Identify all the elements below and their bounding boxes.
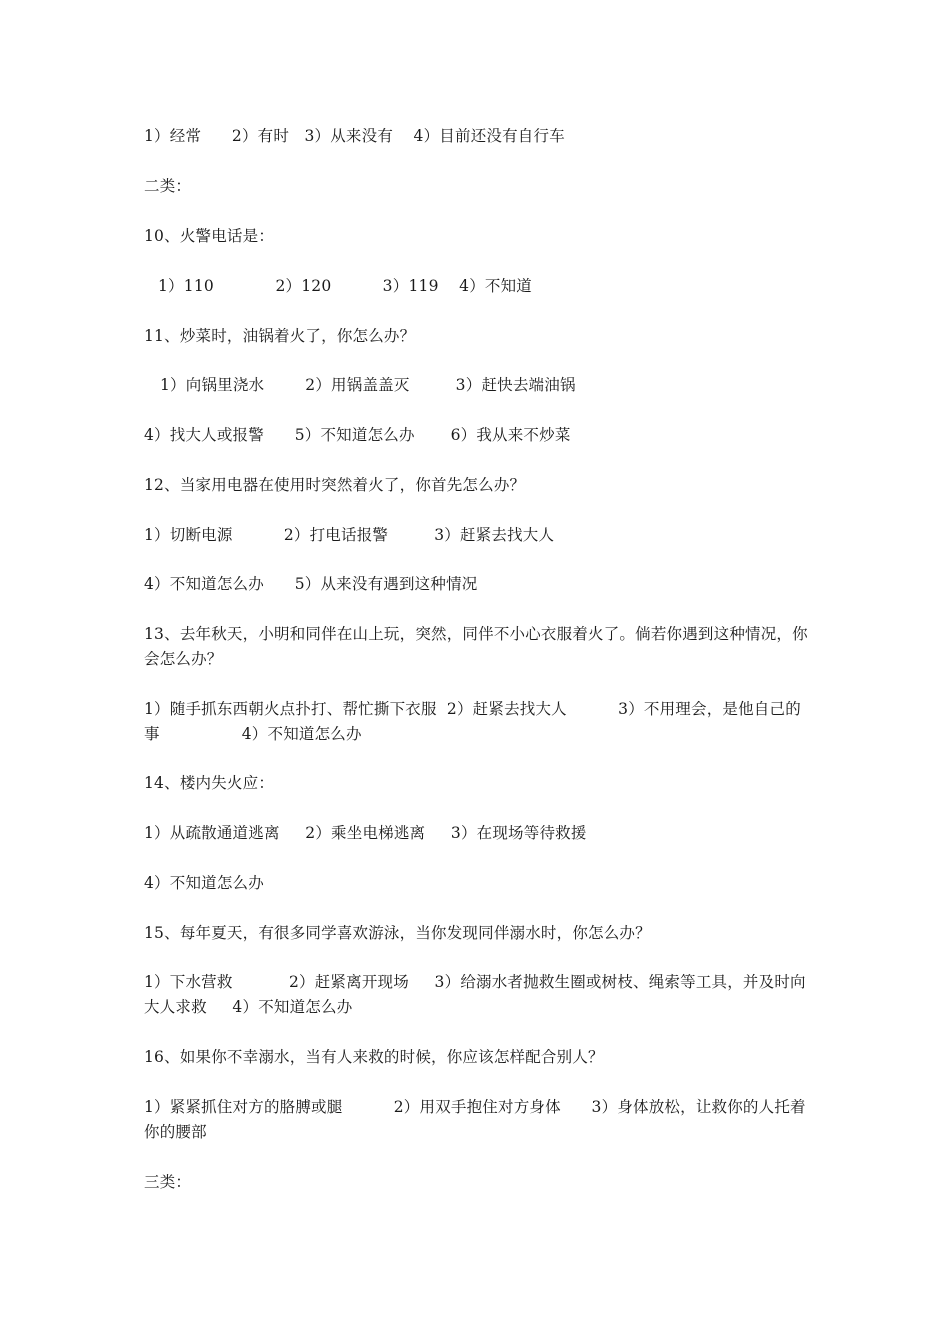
q14-options-row2: 4）不知道怎么办 bbox=[144, 874, 264, 892]
section-heading-3: 三类： bbox=[144, 1173, 192, 1191]
section-heading-2: 二类： bbox=[144, 177, 192, 195]
q9-options: 1）经常 2）有时 3）从来没有 4）目前还没有自行车 bbox=[144, 127, 565, 145]
q10-question: 10、火警电话是： bbox=[144, 227, 275, 245]
q15-question: 15、每年夏天，有很多同学喜欢游泳，当你发现同伴溺水时，你怎么办？ bbox=[144, 924, 651, 942]
q15-options: 1）下水营救 2）赶紧离开现场 3）给溺水者抛救生圈或树枝、绳索等工具，并及时向大人求救 4）不知道怎么办 bbox=[144, 973, 806, 1016]
q10-options: 1）110 2）120 3）119 4）不知道 bbox=[158, 277, 533, 295]
q11-question: 11、炒菜时，油锅着火了，你怎么办？ bbox=[144, 327, 416, 345]
q16-question: 16、如果你不幸溺水，当有人来救的时候，你应该怎样配合别人？ bbox=[144, 1048, 604, 1066]
q16-options: 1）紧紧抓住对方的胳膊或腿 2）用双手抱住对方身体 3）身体放松，让救你的人托着你的腰部 bbox=[144, 1098, 806, 1141]
q14-question: 14、楼内失火应： bbox=[144, 774, 275, 792]
q11-options-row1: 1）向锅里浇水 2）用锅盖盖灭 3）赶快去端油锅 bbox=[160, 376, 576, 394]
q12-options-row2: 4）不知道怎么办 5）从来没有遇到这种情况 bbox=[144, 575, 478, 593]
q13-options: 1）随手抓东西朝火点扑打、帮忙撕下衣服 2）赶紧去找大人 3）不用理会，是他自己的事 4）不知道怎么办 bbox=[144, 700, 801, 743]
q12-question: 12、当家用电器在使用时突然着火了，你首先怎么办？ bbox=[144, 476, 526, 494]
q14-options-row1: 1）从疏散通道逃离 2）乘坐电梯逃离 3）在现场等待救援 bbox=[144, 824, 587, 842]
q13-question: 13、去年秋天，小明和同伴在山上玩，突然，同伴不小心衣服着火了。倘若你遇到这种情况，你会怎么办？ bbox=[144, 625, 808, 668]
q12-options-row1: 1）切断电源 2）打电话报警 3）赶紧去找大人 bbox=[144, 526, 555, 544]
q11-options-row2: 4）找大人或报警 5）不知道怎么办 6）我从来不炒菜 bbox=[144, 426, 571, 444]
